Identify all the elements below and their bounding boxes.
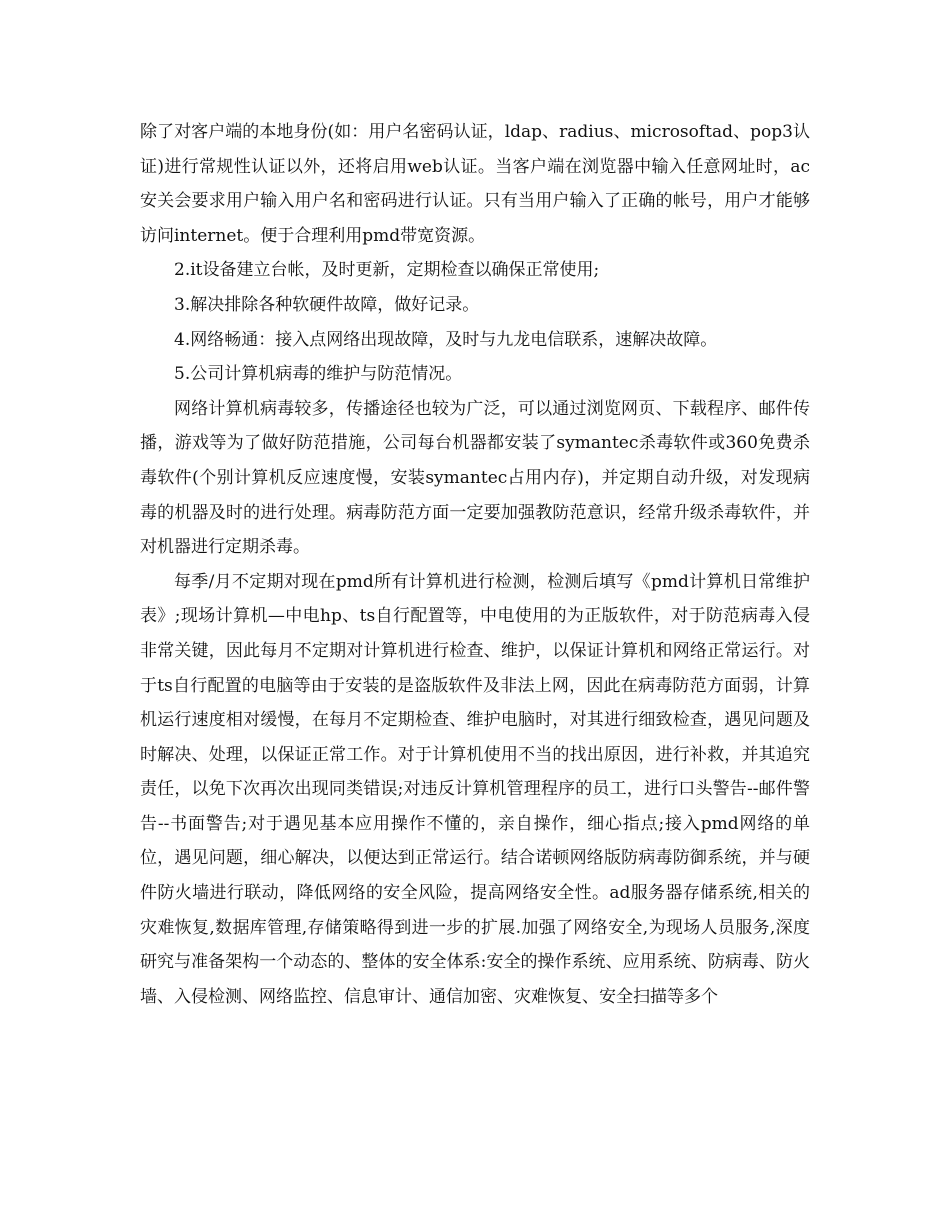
paragraph-virus-overview: 网络计算机病毒较多，传播途径也较为广泛，可以通过浏览网页、下载程序、邮件传播，游戏等为了做好防范措施，公司每台机器都安装了symantec杀毒软件或360免费杀毒软件(个别计算机反应速度慢，安装symantec占用内存)，并定期自动升级，对发现病毒的机器及时的进行处理。病毒防范方面一定要加强教防范意识，经常升级杀毒软件，并对机器进行定期杀毒。	[140, 398, 810, 558]
paragraph-web-auth: 除了对客户端的本地身份(如：用户名密码认证，ldap、radius、microsoftad、pop3认证)进行常规性认证以外，还将启用web认证。当客户端在浏览器中输入任意网址时，ac安关会要求用户输入用户名和密码进行认证。只有当用户输入了正确的帐号，用户才能够访问internet。便于合理利用pmd带宽资源。	[140, 122, 810, 246]
paragraph-item-5: 5.公司计算机病毒的维护与防范情况。	[174, 364, 463, 385]
paragraph-item-2: 2.it设备建立台帐，及时更新，定期检查以确保正常使用;	[174, 260, 600, 281]
document-page	[140, 115, 810, 1014]
paragraph-maintenance: 每季/月不定期对现在pmd所有计算机进行检测，检测后填写《pmd计算机日常维护表》;现场计算机—中电hp、ts自行配置等，中电使用的为正版软件，对于防范病毒入侵非常关键，因此每月不定期对计算机进行检查、维护，以保证计算机和网络正常运行。对于ts自行配置的电脑等由于安装的是盗版软件及非法上网，因此在病毒防范方面弱，计算机运行速度相对缓慢，在每月不定期检查、维护电脑时，对其进行细致检查，遇见问题及时解决、处理，以保证正常工作。对于计算机使用不当的找出原因，进行补救，并其追究责任，以免下次再次出现同类错误;对违反计算机管理程序的员工，进行口头警告--邮件警告--书面警告;对于遇见基本应用操作不懂的，亲自操作，细心指点;接入pmd网络的单位，遇见问题，细心解决，以便达到正常运行。结合诺顿网络版防病毒防御系统，并与硬件防火墙进行联动，降低网络的安全风险，提高网络安全性。ad服务器存储系统,相关的灾难恢复,数据库管理,存储策略得到进一步的扩展.加强了网络安全,为现场人员服务,深度研究与准备架构一个动态的、整体的安全体系:安全的操作系统、应用系统、防病毒、防火墙、入侵检测、网络监控、信息审计、通信加密、灾难恢复、安全扫描等多个	[140, 571, 810, 1007]
paragraph-item-4: 4.网络畅通：接入点网络出现故障，及时与九龙电信联系，速解决故障。	[174, 329, 718, 350]
paragraph-item-3: 3.解决排除各种软硬件故障，做好记录。	[174, 294, 480, 315]
